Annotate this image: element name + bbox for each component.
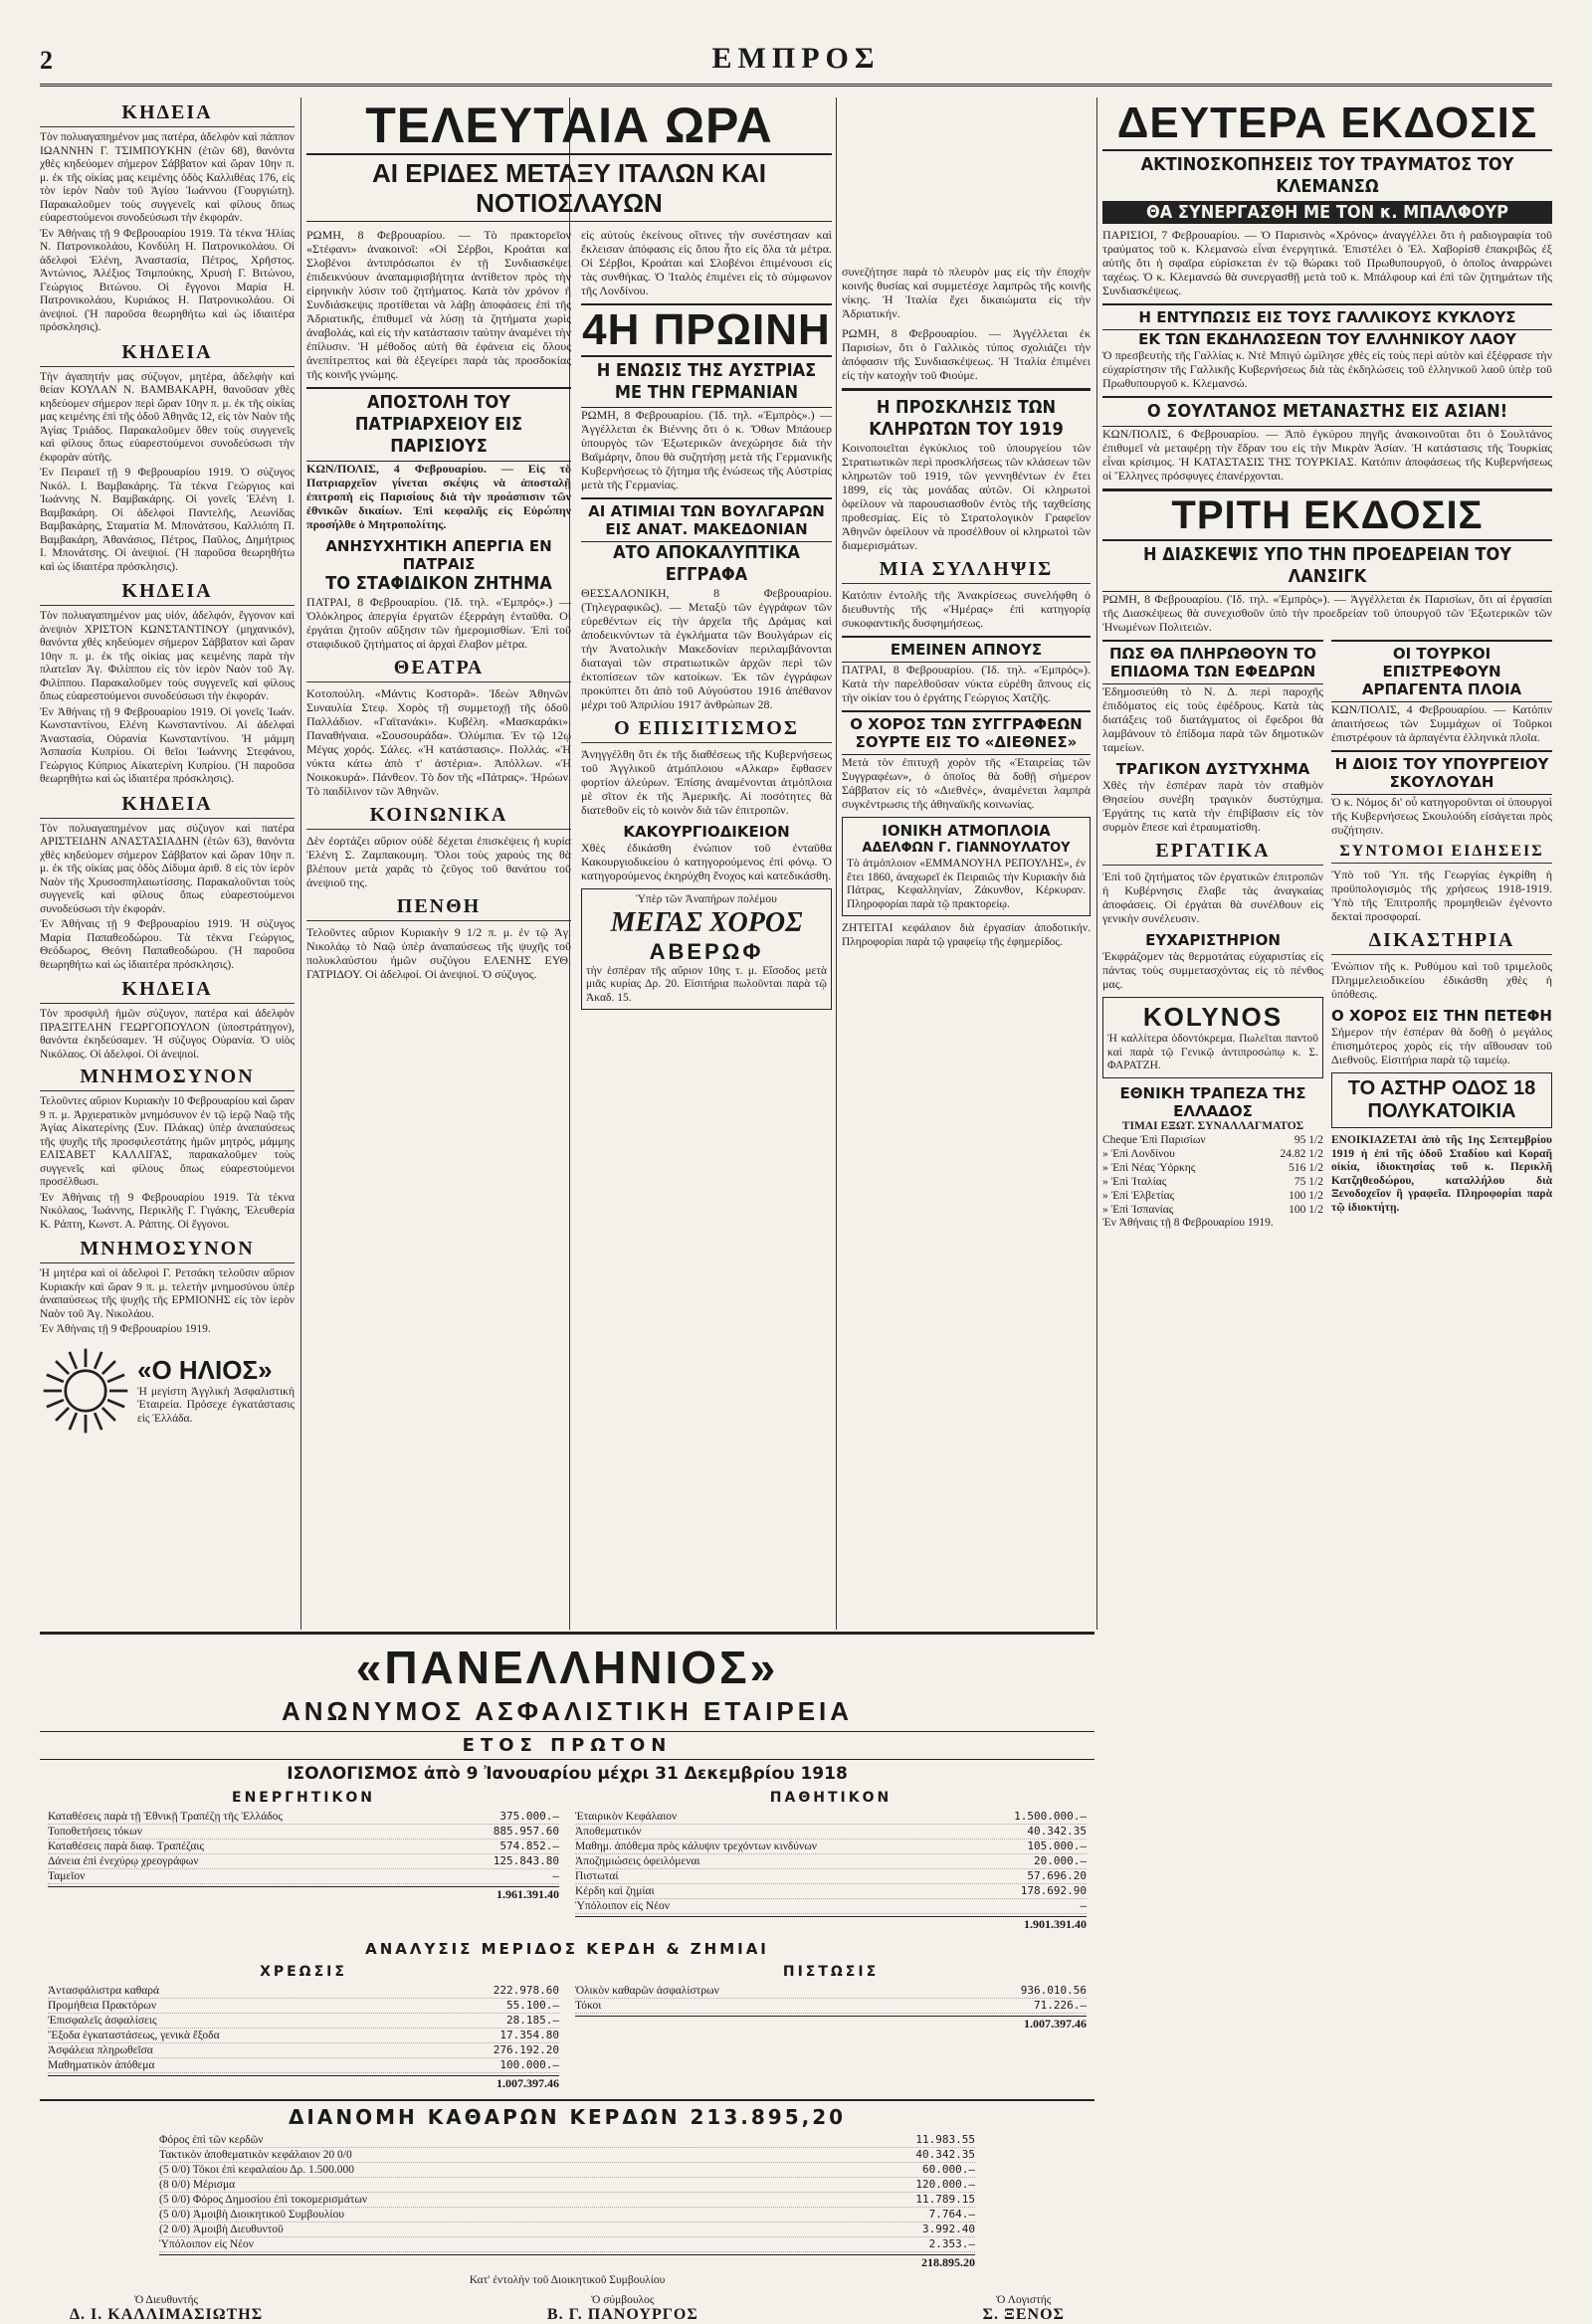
patras-head: ΑΝΗΣΥΧΗΤΙΚΗ ΑΠΕΡΓΙΑ ΕΝ ΠΑΤΡΑΙΣ bbox=[325, 537, 552, 573]
bank-rate-row bbox=[1102, 1161, 1323, 1175]
ball-title: ΜΕΓΑΣ ΧΟΡΟΣ bbox=[610, 906, 803, 938]
insurance-balance-sheet bbox=[40, 1632, 1094, 2323]
labor-head: ΕΡΓΑΤΙΚΑ bbox=[1102, 840, 1323, 866]
credit-table bbox=[575, 1984, 1087, 2014]
mourning-head: ΠΕΝΘΗ bbox=[306, 895, 571, 921]
ledger-amount: 105.000.— bbox=[1027, 1840, 1087, 1852]
ledger-label: Τοποθετήσεις τόκων bbox=[48, 1826, 142, 1838]
thanks-head: ΕΥΧΑΡΙΣΤΗΡΙΟΝ bbox=[1145, 931, 1281, 949]
bank-rate-value: 95 1/2 bbox=[1294, 1134, 1323, 1146]
ledger-amount: 276.192.20 bbox=[493, 2043, 559, 2056]
bank-rate-value: 100 1/2 bbox=[1289, 1190, 1323, 1202]
ledger-label: Καταθέσεις παρὰ διαφ. Τραπέζαις bbox=[48, 1840, 205, 1852]
ledger-amount: 2.353.— bbox=[928, 2237, 975, 2250]
bank-rate-row bbox=[1102, 1175, 1323, 1189]
italy-continued-text: εἰς αὐτοὺς ἐκείνους οἵτινες τὴν συνέστησαν καὶ ἔκλεισαν ἀπόφασις εἰς ὅπου ἦτο εἰς ὅλα τὰ μέτρα. Οἱ Σέρβοι, Κροάται καὶ Σλοβένοι ἐπιμένουσι εἰς τὰς συνθήκας. Ὁ Ἰταλὸς ἐπιμένει εἰς τὸ σύμφωνον τῆς Λονδίνου. bbox=[581, 228, 832, 297]
ledger-amount: 375.000.— bbox=[499, 1810, 559, 1823]
ledger-row bbox=[159, 2163, 975, 2178]
notice-head: ΜΝΗΜΟΣΥΝΟΝ bbox=[40, 1238, 295, 1263]
ledger-amount: 57.696.20 bbox=[1027, 1869, 1087, 1882]
insurance-year: ΕΤΟΣ ΠΡΩΤΟΝ bbox=[40, 1731, 1094, 1760]
mourning-text: Τελοῦντες αὔριον Κυριακὴν 9 1/2 π. μ. ἐν τῷ Ἁγ. Νικολάῳ τὸ Ναῷ ὑπὲρ ἀναπαύσεως τῆς ψυχῆς τοῦ πολυκλαύστου ἡμῶν συζύγου ΕΛΕΝΗΣ ΕΥΘ. ΓΑΤΡΙΔΟΥ. Οἱ ἀδελφοί. Οἱ ἀνεψιοί. Ὁ σύζυγος. bbox=[306, 925, 571, 981]
patriarch-text: ΚΩΝ/ΠΟΛΙΣ, 4 Φεβρουαρίου. — Εἰς τὸ Πατριαρχεῖον γίνεται σκέψις νὰ ἀποσταλῇ ἐπιτροπὴ εἰς Παρισίους διὰ τὴν προάσπισιν τῶν ἐθνικῶν δικαίων. Ἐπὶ κεφαλῆς εἰς Εὐρώπην προσήλθε ὁ Μητροπολίτης. bbox=[306, 462, 571, 531]
ledger-row bbox=[48, 1810, 559, 1825]
ledger-label: Ταμεῖον bbox=[48, 1870, 86, 1882]
ledger-amount: 40.342.35 bbox=[915, 2148, 975, 2161]
ledger-label: Ἀντασφάλιστρα καθαρά bbox=[48, 1985, 160, 1997]
kolynos-title: KOLYNOS bbox=[1142, 1002, 1284, 1032]
column-4 bbox=[842, 97, 1091, 1630]
italy-col4-text: συνεζήτησε παρὰ τὸ πλευρὸν μας εἰς τὴν ἐποχὴν κοινῆς θυσίας καὶ συμμετέσχε λαμπρῶς τῆς κοινῆς νίκης. Ἡ Ἰταλία ἔχει δικαιώματα εἰς τὴν Ἀδριατικήν. bbox=[842, 265, 1091, 320]
notice-body: Τὸν πολυαγαπημένον μας πατέρα, ἀδελφὸν καὶ πάππον ΙΩΑΝΝΗΝ Γ. ΤΣΙΜΠΟΥΚΗΝ (ἐτῶν 68), θανόντα χθὲς κηδεύομεν σήμερον Σάββατον καὶ ὥραν 10ην π. μ. ἐκ τῆς οἰκίας μας κειμένης ὁδὸς Καλλιθέας 176, εἰς τὸν ἱερὸν Ναὸν τοῦ Ἁγίου Ἰωάννου (Γουργιώτη). Παρακαλοῦμεν τοὺς συγγενεῖς καὶ φίλους ὅπως εὐαρεστούμενοι συνοδεύσωσι τὴν ἐκφοράν. bbox=[40, 131, 295, 224]
signature-note: Κατ' ἐντολὴν τοῦ Διοικητικοῦ Συμβουλίου bbox=[469, 2274, 666, 2286]
page-number: 2 bbox=[40, 46, 53, 75]
sultan-text: ΚΩΝ/ΠΟΛΙΣ, 6 Φεβρουαρίου. — Ἀπὸ ἐγκύρου πηγῆς ἀνακοινοῦται ὅτι ὁ Σουλτάνος ἐπιθυμεῖ νὰ μεταφέρῃ τὴν ἕδραν του εἰς τὴν Μικρὰν Ἀσίαν. Ἡ κατάστασις τῆς Τουρκίας εἶναι κρίσιμος. Ἡ ΚΑΤΑΣΤΑΣΙΣ ΤΗΣ ΤΟΥΡΚΙΑΣ. Κατόπιν ἀποφάσεως τῆς Κυβερνήσεως οἱ Ἕλληνες πρόσφυγες ἐπανέρχονται. bbox=[1102, 427, 1552, 483]
ledger-label: Ὑπόλοιπον εἰς Νέον bbox=[575, 1900, 670, 1912]
ledger-label: Ἑταιρικὸν Κεφάλαιον bbox=[575, 1811, 678, 1823]
column-rule bbox=[1096, 97, 1097, 1630]
provisioning-text: Ἀνηγγέλθη ὅτι ἐκ τῆς διαθέσεως τῆς Κυβερνήσεως τοῦ Ἀγγλικοῦ ἀτμόπλοιου «Αλκαρ» ἔφθασεν φορτίον ἀλεύρων. Ἐπίσης ἀναμένονται ἀτμόπλοια μὲ σῖτον ἐκ τῆς Ἀμερικῆς. Αἱ ποσότητες θὰ διατεθοῦν εἰς τὸ κοινὸν διὰ τῶν ἐπιτροπῶν. bbox=[581, 747, 832, 817]
provisioning-head: Ο ΕΠΙΣΙΤΙΣΜΟΣ bbox=[581, 717, 832, 743]
column-5 bbox=[1102, 97, 1552, 2216]
kolynos-ad bbox=[1102, 997, 1323, 1078]
ledger-row bbox=[575, 1999, 1087, 2014]
ledger-amount: 125.843.80 bbox=[493, 1854, 559, 1867]
ledger-row bbox=[48, 1984, 559, 1999]
liabilities-head: ΠΑΘΗΤΙΚΟΝ bbox=[769, 1790, 893, 1806]
sultan-head: Ο ΣΟΥΛΤΑΝΟΣ ΜΕΤΑΝΑΣΤΗΣ ΕΙΣ ΑΣΙΑΝ! bbox=[1102, 396, 1552, 427]
brief-head: ΣΥΝΤΟΜΟΙ ΕΙΔΗΣΕΙΣ bbox=[1331, 843, 1552, 864]
signature-name: Δ. Ι. ΚΑΛΛΙΜΑΣΙΩΤΗΣ bbox=[70, 2305, 264, 2323]
ledger-row bbox=[575, 1884, 1087, 1899]
social-head: ΚΟΙΝΩΝΙΚΑ bbox=[306, 804, 571, 830]
patras-subhead: ΤΟ ΣΤΑΦΙΔΙΚΟΝ ΖΗΤΗΜΑ bbox=[325, 573, 552, 594]
turks-head: ΟΙ ΤΟΥΡΚΟΙ ΕΠΙΣΤΡΕΦΟΥΝ ΑΡΠΑΓΕΝΤΑ ΠΛΟΙΑ bbox=[1331, 640, 1552, 702]
bank-rate-label: » Ἐπὶ Νέας Ὑόρκης bbox=[1102, 1162, 1196, 1174]
courts-text: Ἐνώπιον τῆς κ. Ρυθύμου καὶ τοῦ τριμελοῦς Πλημμελειοδικείου ἐδικάσθη χθὲς ἡ ὑπόθεσις. bbox=[1331, 959, 1552, 1001]
ledger-row bbox=[159, 2237, 975, 2252]
courts-head: ΔΙΚΑΣΤΗΡΙΑ bbox=[1331, 929, 1552, 955]
ledger-label: Πιστωταί bbox=[575, 1870, 619, 1882]
ledger-amount: 17.354.80 bbox=[499, 2029, 559, 2041]
notice-footer: Ἐν Ἀθήναις τῇ 9 Φεβρουαρίου 1919. Οἱ γονεῖς Ἰωάν. Κωνσταντίνου, Ελένη Κωνσταντίνου. Αἱ ἀδελφαὶ Ἀναστασία, Οὐρανία Κωνσταντίνου. Ἡ μάμμη Ἀσπασία Κυπρίου. Οἱ θεῖοι Ἰωάννης Στεφάνου, Γεώργιος Κύπριος Αἰκατερίνη Κυπρίου. (Ἡ παροῦσα θεωρηθήτω καὶ ὡς ἰδιαιτέρα πρόσκλησις). bbox=[40, 705, 295, 785]
clemenceau-head: ΑΚΤΙΝΟΣΚΟΠΗΣΕΙΣ ΤΟΥ ΤΡΑΥΜΑΤΟΣ ΤΟΥ ΚΛΕΜΑΝΣΩ bbox=[1102, 149, 1552, 202]
signature-block bbox=[70, 2294, 263, 2324]
ledger-label: (5 0/0) Ἀμοιβὴ Διοικητικοῦ Συμβουλίου bbox=[159, 2209, 344, 2221]
dance-text: Σήμερον τὴν ἑσπέραν θὰ δοθῇ ὁ μεγάλος ἐπισημότερος χορὸς εἰς τὴν αἴθουσαν τοῦ Διεθνοῦς. Εἰσιτήρια παρὰ τῷ ταμείῳ. bbox=[1331, 1025, 1552, 1066]
column-rule bbox=[300, 97, 301, 1630]
bank-subhead: ΤΙΜΑΙ ΕΞΩΤ. ΣΥΝΑΛΛΑΓΜΑΤΟΣ bbox=[1121, 1119, 1304, 1132]
notice-head: ΚΗΔΕΙΑ bbox=[40, 978, 295, 1004]
ledger-row bbox=[48, 2043, 559, 2058]
ledger-amount: 55.100.— bbox=[506, 1999, 559, 2012]
ledger-label: Τόκοι bbox=[575, 2000, 602, 2012]
bank-rate-value: 75 1/2 bbox=[1294, 1176, 1323, 1188]
ledger-amount: 28.185.— bbox=[506, 2014, 559, 2027]
balfour-head: ΘΑ ΣΥΝΕΡΓΑΣΘΗ ΜΕ ΤΟΝ κ. ΜΠΑΛΦΟΥΡ bbox=[1102, 202, 1552, 224]
subhead-italy-yugoslavs: ΑΙ ΕΡΙΔΕΣ ΜΕΤΑΞΥ ΙΤΑΛΩΝ ΚΑΙ ΝΟΤΙΟΣΛΑΥΩΝ bbox=[306, 153, 832, 222]
sun-ad-text bbox=[137, 1355, 295, 1427]
ledger-row bbox=[48, 2058, 559, 2073]
ledger-label: Ὑπόλοιπον εἰς Νέον bbox=[159, 2238, 254, 2250]
ledger-amount: 20.000.— bbox=[1034, 1854, 1087, 1867]
insurance-period: ΙΣΟΛΟΓΙΣΜΟΣ ἀπὸ 9 Ἰανουαρίου μέχρι 31 Δεκεμβρίου 1918 bbox=[287, 1764, 848, 1784]
ionian-ad bbox=[842, 817, 1091, 916]
signature-role: Ὁ Λογιστής bbox=[996, 2293, 1052, 2306]
ledger-label: Προμήθεια Πρακτόρων bbox=[48, 2000, 157, 2012]
austria-germany-text: ΡΩΜΗ, 8 Φεβρουαρίου. (Ἰδ. τηλ. «Ἐμπρὸς».) — Ἀγγέλλεται ἐκ Βιέννης ὅτι ὁ κ. Ὄθων Μπάουερ ὑπουργὸς τῶν Ἐξωτερικῶν ἀνεχώρησε διὰ τὴν Βαϊμάρην, ὅπου θὰ συζητήσῃ μετὰ τῆς Γερμανικῆς Κυβερνήσεως τὸ ζήτημα τῆς ἑνώσεως τῆς Αὐστρίας μετὰ τῆς Γερμανίας. bbox=[581, 408, 832, 491]
ministry-text: Ὁ κ. Νόμος δι' οὗ κατηγοροῦνται οἱ ὑπουργοὶ τῆς Κυβερνήσεως Σκουλούδη εἰσάγεται πρὸς συζήτησιν. bbox=[1331, 795, 1552, 837]
bank-rate-value: 100 1/2 bbox=[1289, 1204, 1323, 1216]
kolynos-text: Ἡ καλλίτερα ὀδοντόκρεμα. Πωλεῖται παντοῦ καὶ παρὰ τῷ Γενικῷ ἀντιπροσώπῳ κ. Σ. ΦΑΡΑΤΖΗ. bbox=[1107, 1033, 1318, 1071]
ledger-row bbox=[575, 1899, 1087, 1914]
bank-rate-row bbox=[1102, 1133, 1323, 1147]
ball-ad bbox=[581, 888, 832, 1010]
bank-head: ΕΘΝΙΚΗ ΤΡΑΠΕΖΑ ΤΗΣ ΕΛΛΑΔΟΣ bbox=[1119, 1083, 1306, 1120]
ledger-label: Ἀσφάλεια πληρωθεῖσα bbox=[48, 2044, 153, 2056]
ledger-amount: 1.500.000.— bbox=[1014, 1810, 1087, 1823]
liabilities-table bbox=[575, 1810, 1087, 1914]
ledger-row bbox=[575, 1810, 1087, 1825]
signature-block bbox=[547, 2294, 698, 2324]
notice-body: Τὸν προσφιλῆ ἡμῶν σύζυγον, πατέρα καὶ ἀδελφὸν ΠΡΑΞΙΤΕΛΗΝ ΓΕΩΡΓΟΠΟΥΛΟΝ (ὑποστράτηγον), θανόντα ἐκηδεύσαμεν. Ἡ σύζυγος Οὐρανία. Ὁ υἱὸς Νικόλαος. Οἱ ἀδελφοί. Οἱ ἀνεψιοί. bbox=[40, 1008, 295, 1061]
ledger-amount: 100.000.— bbox=[499, 2058, 559, 2071]
sun-icon bbox=[40, 1345, 131, 1437]
insurance-title: «ΠΑΝΕΛΛΗΝΙΟΣ» bbox=[355, 1642, 779, 1693]
bank-rate-value: 516 1/2 bbox=[1289, 1162, 1323, 1174]
ledger-amount: 40.342.35 bbox=[1027, 1825, 1087, 1838]
ball-intro: Ὑπὲρ τῶν Ἀναπήρων πολέμου bbox=[636, 893, 777, 905]
bank-rate-label: » Ἐπὶ Ἰταλίας bbox=[1102, 1176, 1167, 1188]
ledger-row bbox=[159, 2133, 975, 2148]
ledger-amount: 936.010.56 bbox=[1020, 1984, 1087, 1997]
french-circles-head: Η ΕΝΤΥΠΩΣΙΣ ΕΙΣ ΤΟΥΣ ΓΑΛΛΙΚΟΥΣ ΚΥΚΛΟΥΣ bbox=[1102, 303, 1552, 330]
found-dead-text: ΠΑΤΡΑΙ, 8 Φεβρουαρίου. (Ἰδ. τηλ. «Ἐμπρός»). Κατὰ τὴν παρελθοῦσαν νύκτα εὑρέθη ἄπνους εἰς τὴν οἰκίαν του ὁ ἐργάτης Γεώργιος Χατζῆς. bbox=[842, 663, 1091, 704]
ledger-amount: 7.764.— bbox=[928, 2208, 975, 2221]
french-circles-text: Ὁ πρεσβευτὴς τῆς Γαλλίας κ. Ντὲ Μπιγύ ὡμίλησε χθὲς εἰς τοὺς περὶ αὐτὸν καὶ ἐξέφρασε τὴν εὐχαρίστησιν τῆς Γαλλικῆς Κυβερνήσεως διὰ τὰς ἐκδηλώσεις τοῦ ἑλληνικοῦ λαοῦ ὑπὲρ τοῦ Πρωθυπουργοῦ κ. Κλεμανσώ. bbox=[1102, 348, 1552, 390]
distribution-table bbox=[159, 2133, 975, 2252]
accident-head: ΤΡΑΓΙΚΟΝ ΔΥΣΤΥΧΗΜΑ bbox=[1115, 760, 1310, 778]
headline-second-edition: ΔΕΥΤΕΡΑ ΕΚΔΟΣΙΣ bbox=[1116, 98, 1538, 147]
bank-rate-row bbox=[1102, 1189, 1323, 1203]
headline-third-edition: ΤΡΙΤΗ ΕΚΔΟΣΙΣ bbox=[1102, 488, 1552, 539]
signature-role: Ὁ Διευθυντής bbox=[134, 2293, 199, 2306]
ledger-label: Ἐπισφαλεῖς ἀσφαλίσεις bbox=[48, 2015, 157, 2027]
bank-rate-row bbox=[1102, 1147, 1323, 1161]
ledger-row bbox=[48, 1854, 559, 1869]
notice-body: Τὸν πολυαγαπημένον μας υἱόν, ἀδελφόν, ἔγγονον καὶ ἀνεψιὸν ΧΡΙΣΤΟΝ ΚΩΝΣΤΑΝΤΙΝΟΥ (μηχανικόν), θανόντα χθὲς κηδεύομεν σήμερον Σάββατον καὶ ὥραν 10ην π. μ. ἐκ τῆς οἰκίας μας κειμένης παρὰ τὴν πλατεῖαν Ἁγ. Φιλίππου εἰς τὸν ἱερὸν Ναὸν τοῦ Ἁγ. Φιλίππου. Παρακαλοῦμεν τοὺς συγγενεῖς καὶ φίλους ὅπως εὐαρεστούμενοι συνοδεύσωσι τὴν ἐκφοράν. bbox=[40, 610, 295, 702]
credit-head: ΠΙΣΤΩΣΙΣ bbox=[782, 1964, 880, 1980]
debit-table bbox=[48, 1984, 559, 2073]
labor-text: Ἐπὶ τοῦ ζητήματος τῶν ἐργατικῶν ἐπιτροπῶν ἡ Κυβέρνησις ἔλαβε τὰς ἀναγκαίας ἀποφάσεις. Οἱ ἐργάται θὰ συνέλθουν εἰς γενικὴν συνέλευσιν. bbox=[1102, 870, 1323, 925]
arrest-text: Κατόπιν ἐντολῆς τῆς Ἀνακρίσεως συνελήφθη ὁ διευθυντὴς τῆς «Ἡμέρας» ἐπὶ κατηγορίᾳ συκοφαντικῆς δυσφημήσεως. bbox=[842, 588, 1091, 630]
ledger-row bbox=[575, 1984, 1087, 1999]
divider bbox=[842, 388, 1091, 391]
pl-head: ΑΝΑΛΥΣΙΣ ΜΕΡΙΔΟΣ ΚΕΡΔΗ & ΖΗΜΙΑΙ bbox=[365, 1940, 769, 1958]
notice-footer: Ἐν Πειραιεῖ τῇ 9 Φεβρουαρίου 1919. Ὁ σύζυγος Νικόλ. Ι. Βαμβακάρης. Τὰ τέκνα Γεώργιος καὶ Ἰωάννης Ν. Βαμβακάρης. Οἱ γονεῖς Ἑλένη Ι. Βαμβακάρη. Οἱ ἀδελφοὶ Παντελῆς, Λεωνίδας Βαμβακάρης, Σταματία Μ. Μπονάτσου, Καλλιόπη Π. Βαμβακάρη, Ἀθανάσιος, Πέτρος, Παῦλος, Δημήτριος Ι. Μπονάτσης. Οἱ ἀνεψιοί. (Ἡ παροῦσα θεωρηθήτω καὶ ὡς ἰδιαιτέρα πρόσκλησις). bbox=[40, 467, 295, 573]
sun-insurance-ad bbox=[40, 1345, 295, 1437]
bank-rate-label: » Ἐπὶ Ἐλβετίας bbox=[1102, 1190, 1175, 1202]
ledger-row bbox=[159, 2193, 975, 2208]
ledger-row bbox=[575, 1840, 1087, 1854]
sun-ad-lines: Ἡ μεγίστη Ἀγγλικὴ Ἀσφαλιστικὴ Ἑταιρεία. Πρόσεχε ἐγκατάστασις εἰς Ἑλλάδα. bbox=[137, 1385, 295, 1425]
notice-footer: Ἐν Ἀθήναις τῇ 9 Φεβρουαρίου 1919. Τὰ τέκνα Ἠλίας Ν. Πατρονικολάου, Κονδύλη Η. Πατρονικολάου. Οἱ ἀδελφοὶ Ἑλένη, Ἀναστασία, Πέτρος, Χρῆστος. Ἀντώνιος, Ἀλέξιος Τσιμπούκης, Χρυσὴ Γ. Βιτώνου, Γεώργιος Βιτώνου. Οἱ ἔγγονοι Μαρία Η. Πατρονικολάου, Κυριάκος Η. Πατρονικολάου. Οἱ ἀνεψιοί. (Ἡ παροῦσα θεωρηθήτω καὶ ὡς ἰδιαιτέρα πρόσκλησις). bbox=[40, 227, 295, 333]
notice-head: ΚΗΔΕΙΑ bbox=[40, 793, 295, 819]
arrest-head: ΜΙΑ ΣΥΛΛΗΨΙΣ bbox=[842, 558, 1091, 584]
assets-total: 1.961.391.40 bbox=[48, 1886, 559, 1902]
ledger-amount: 178.692.90 bbox=[1020, 1884, 1087, 1897]
ledger-label: Μαθηματικὸν ἀπόθεμα bbox=[48, 2059, 155, 2071]
ledger-row bbox=[159, 2178, 975, 2193]
bank-rates-table bbox=[1102, 1133, 1323, 1217]
ledger-label: Ἀποζημιώσεις ὀφειλόμεναι bbox=[575, 1855, 700, 1867]
signature-name: Σ. ΞΕΝΟΣ bbox=[982, 2305, 1065, 2323]
ledger-amount: 71.226.— bbox=[1034, 1999, 1087, 2012]
notice-footer: Ἐν Ἀθήναις τῇ 9 Φεβρουαρίου 1919. bbox=[40, 1323, 211, 1335]
paper-name: ΕΜΠΡΟΣ bbox=[711, 42, 881, 75]
ledger-label: Ὁλικὸν καθαρῶν ἀσφαλίστρων bbox=[575, 1985, 719, 1997]
ministry-head: Η ΔΙΟΙΣ ΤΟΥ ΥΠΟΥΡΓΕΙΟΥ ΣΚΟΥΛΟΥΔΗ bbox=[1331, 750, 1552, 795]
sun-ad-title: «Ο ΗΛΙΟΣ» bbox=[137, 1354, 273, 1385]
ionian-text: Τὸ ἀτμόπλοιον «ΕΜΜΑΝΟΥΗΛ ΡΕΠΟΥΛΗΣ», ἐν ἔτει 1860, ἀναχωρεῖ ἐκ Πειραιῶς τὴν Κυριακὴν διὰ Πάτρας, Κεφαλληνίαν, Ζάκυνθον, Κέρκυραν. Πληροφορίαι παρὰ τῷ πρακτορείῳ. bbox=[847, 858, 1086, 910]
ledger-label: Τακτικὸν ἀποθεματικὸν κεφάλαιον 20 0/0 bbox=[159, 2149, 352, 2161]
ledger-row bbox=[48, 2014, 559, 2029]
ledger-label: Φόρος ἐπὶ τῶν κερδῶν bbox=[159, 2134, 264, 2146]
lead-article-text: ΡΩΜΗ, 8 Φεβρουαρίου. — Τὸ πρακτορεῖον «Στέφανι» ἀνακοινοῖ: «Οἱ Σέρβοι, Κροάται καὶ Σλοβένοι ἀντιπρόσωποι ἐν τῇ Συνδιασκέψει ἐπιδεικνύουν ἀναπαμφισβήτητα ἀντίθετον πρὸς τὴν εἰρηνικὴν λύσιν τοῦ ζητήματος. Κατὰ τὸν χρόνον ἡ Συνδιάσκεψις προτίθεται νὰ λάβῃ ἀποφάσεις ἐπὶ τῆς Ἀδριατικῆς, ἐπιθυμεῖ νὰ λύσῃ τὰ ζητήματα χωρὶς ἀναβολάς, καὶ εἰς τὴν κατάστασιν ταύτην ἀναμένει τὴν ἐπίλυσιν. Ἡ μέθοδος αὐτὴ θὰ ἐφάνεια εἰς ὅλους ἀνεπίτρεπτος καὶ θὰ ἐξεγείρει παρὰ τὰς προσδοκίας τῆς κοινῆς γνώμης. bbox=[306, 228, 571, 381]
ledger-label: (5 0/0) Φόρος Δημοσίου ἐπὶ τοκομερισμάτων bbox=[159, 2194, 368, 2206]
ledger-row bbox=[48, 1999, 559, 2014]
lottery-head: Η ΠΡΟΣΚΛΗΣΙΣ ΤΩΝ ΚΛΗΡΩΤΩΝ ΤΟΥ 1919 bbox=[869, 397, 1064, 440]
lansing-text: ΡΩΜΗ, 8 Φεβρουαρίου. (Ἰδ. τηλ. «Ἐμπρὸς»). — Ἀγγέλλεται ἐκ Παρισίων, ὅτι αἱ ἐργασίαι τῆς Διασκέψεως θὰ συνεχισθοῦν ὑπὸ τὴν προεδρείαν τοῦ ὑπουργοῦ τῶν Ἐξωτερικῶν τῶν Ἡνωμένων Πολιτειῶν. bbox=[1102, 592, 1552, 634]
signature-name: Β. Γ. ΠΑΝΟΥΡΓΟΣ bbox=[546, 2305, 698, 2323]
insurance-subtitle: ΑΝΩΝΥΜΟΣ ΑΣΦΑΛΙΣΤΙΚΗ ΕΤΑΙΡΕΙΑ bbox=[281, 1696, 854, 1726]
ledger-label: Δάνεια ἐπὶ ἐνεχύρῳ χρεογράφων bbox=[48, 1855, 199, 1867]
ledger-amount: 11.789.15 bbox=[915, 2193, 975, 2206]
ledger-row bbox=[575, 1825, 1087, 1840]
social-text: Δὲν ἐορτάζει αὔριον οὐδὲ δέχεται ἐπισκέψεις ἡ κυρία Ἑλένη Σ. Ζαμπακουμη. Ὅλοι τοὺς χαρούς της θὰ βλέπουν μετὰ χαρᾶς τὸ ζεῦγος τοῦ θανάτου τοῦ ἀνεψιοῦ της. bbox=[306, 834, 571, 889]
notice-footer: Ἐν Ἀθήναις τῇ 9 Φεβρουαρίου 1919. Ἡ σύζυγος Μαρία Παπαθεοδώρου. Τὰ τέκνα Γεώργιος, Θεόδωρος, Θεόνη Παπαθεοδώρου. (Ἡ παροῦσα θεωρηθήτω καὶ ὡς ἰδιαιτέρα πρόσκλησις). bbox=[40, 918, 295, 971]
notice-body: Τὴν ἀγαπητήν μας σύζυγον, μητέρα, ἀδελφὴν καὶ θείαν ΚΟΥΛΑΝ Ν. ΒΑΜΒΑΚΑΡΗ, θανοῦσαν χθὲς κηδεύομεν σήμερον περὶ ὥραν 10ην π. μ. ἐκ τῆς οἰκίας μας κειμένης ἐπὶ τῆς ὁδοῦ Ἀθηνᾶς 12, εἰς τὸν Ναὸν τῆς Ἁγίας Τριάδος. Παρακαλοῦμεν ὅθεν τοὺς συγγενεῖς καὶ φίλους ὅπως εὐαρεστούμενοι συνοδεύσωσι τὴν ἐκφορὰν αὐτῆς. bbox=[40, 370, 296, 464]
signatures bbox=[40, 2288, 1094, 2324]
ball-text: τὴν ἑσπέραν τῆς αὔριον 10ης τ. μ. Εἴσοδος μετὰ μιᾶς κυρίας Δρ. 20. Εἰσιτήρια πωλοῦνται παρὰ τῷ Ἀκαδ. 15. bbox=[586, 964, 827, 1004]
signature-block bbox=[983, 2294, 1065, 2324]
assets-table bbox=[48, 1810, 559, 1884]
bulgar-head: ΑΙ ΑΤΙΜΙΑΙ ΤΩΝ ΒΟΥΛΓΑΡΩΝ ΕΙΣ ΑΝΑΤ. ΜΑΚΕΔΟΝΙΑΝ bbox=[581, 497, 832, 542]
debit-head: ΧΡΕΩΣΙΣ bbox=[260, 1964, 347, 1980]
ledger-label: (5 0/0) Τόκοι ἐπὶ κεφαλαίου Δρ. 1.500.000 bbox=[159, 2164, 355, 2176]
writers-ball-text: Μετὰ τὸν ἐπιτυχῆ χορὸν τῆς «Ἑταιρείας τῶν Συγγραφέων», ὁ ὁποῖος θὰ δοθῇ σήμερον Σάββατον εἰς τὸ «Διεθνὲς», ἀναμένεται λαμπρὰ συγκέντρωσις τῆς ἀθηναϊκῆς κοινωνίας. bbox=[842, 755, 1091, 811]
rome-report-text: ΡΩΜΗ, 8 Φεβρουαρίου. — Ἀγγέλλεται ἐκ Παρισίων, ὅτι ὁ Γαλλικὸς τύπος σχολιάζει τὴν ἀπόφασιν τῆς Συνδιασκέψεως. Ἡ Ἰταλία ἐπιμένει εἰς τὴν κατοχὴν τοῦ Φιούμε. bbox=[842, 326, 1091, 382]
court-head: ΚΑΚΟΥΡΓΙΟΔΙΚΕΙΟΝ bbox=[623, 823, 790, 841]
ledger-row bbox=[48, 1825, 559, 1840]
ball-venue: ΑΒΕΡΩΦ bbox=[649, 938, 764, 964]
lansing-head: Η ΔΙΑΣΚΕΨΙΣ ΥΠΟ ΤΗΝ ΠΡΟΕΔΡΕΙΑΝ ΤΟΥ ΛΑΝΣΙΓΚ bbox=[1102, 539, 1552, 592]
clemenceau-text: ΠΑΡΙΣΙΟΙ, 7 Φεβρουαρίου. — Ὁ Παρισινὸς «Χρόνος» ἀναγγέλλει ὅτι ἡ ραδιογραφία τοῦ τραύματος τοῦ κ. Κλεμανσὼ εἶναι ἐνεργητικά. Ἐπιστέλει ὁ Ἐλ. Χαβορίσθ ἐπακριβῶς ἐξ αὐτῆς ὅτι ἡ σφαῖρα εὑρίσκεται ἐν τῷ θώρακι τοῦ Πρωθυπουργοῦ, ὁ ὁποῖος ἀναρρώνει ταχέως. Ὁ κ. Κλεμανσὼ θὰ συνεργασθῇ μετὰ τοῦ κ. Μπάλφουρ καὶ ἐπὶ τῶν ζητημάτων τῆς Συνδιασκέψεως. bbox=[1102, 228, 1552, 297]
ledger-row bbox=[159, 2208, 975, 2223]
ledger-row bbox=[48, 2029, 559, 2043]
notice-head: ΜΝΗΜΟΣΥΝΟΝ bbox=[40, 1065, 295, 1091]
ledger-row bbox=[575, 1854, 1087, 1869]
notice-footer: Ἐν Ἀθήναις τῇ 9 Φεβρουαρίου 1919. Τὰ τέκνα Νικόλαος, Ἰωάννης, Περικλῆς Γ. Γιγάκης, Ἐλευθερία Κ. Ράπτη, Κωνστ. Α. Ράπτης. Οἱ ἔγγονοι. bbox=[40, 1191, 295, 1231]
bulgar-text: ΘΕΣΣΑΛΟΝΙΚΗ, 8 Φεβρουαρίου. (Τηλεγραφικῶς). — Μεταξὺ τῶν ἐγγράφων τῶν εὑρεθέντων εἰς τὴν ἀρχεῖα τῆς Δράμας καὶ ἀποδεικνύντων τὰ ἐγκλήματα τῶν Βουλγάρων εἰς τὴν Ἀνατολικὴν Μακεδονίαν περιλαμβάνονται διαταγαὶ τῶν στρατιωτικῶν ἀρχῶν περὶ τῶν ἐκτοπίσεων τῶν κατοίκων. Ἐκ τῶν ἐγγράφων προκύπτει ὅτι ἀπὸ τοῦ Αὐγούστου 1916 ἀπέθανον μέχρι τοῦ Ἀπριλίου 1917 ἀνθρώπων 28. bbox=[581, 586, 832, 711]
bank-rate-value: 24.82 1/2 bbox=[1280, 1148, 1323, 1160]
ledger-label: Μαθημ. ἀπόθεμα πρὸς κάλυψιν τρεχόντων κινδύνων bbox=[575, 1840, 817, 1852]
ledger-label: Καταθέσεις παρὰ τῇ Ἐθνικῇ Τραπέζῃ τῆς Ἑλλάδος bbox=[48, 1811, 283, 1823]
bulgar-subhead: ΑΤΟ ΑΠΟΚΑΛΥΠΤΙΚΑ ΕΓΓΡΑΦΑ bbox=[613, 542, 800, 585]
ledger-amount: 3.992.40 bbox=[922, 2223, 975, 2235]
french-circles-subhead: ΕΚ ΤΩΝ ΕΚΔΗΛΩΣΕΩΝ ΤΟΥ ΕΛΛΗΝΙΚΟΥ ΛΑΟΥ bbox=[1138, 330, 1516, 348]
turks-text: ΚΩΝ/ΠΟΛΙΣ, 4 Φεβρουαρίου. — Κατόπιν ἀπαιτήσεως τῶν Συμμάχων οἱ Τοῦρκοι ἐπιστρέφουν τὰ ἀρπαγέντα ἑλληνικὰ πλοῖα. bbox=[1331, 702, 1552, 744]
ledger-row bbox=[575, 1869, 1087, 1884]
patriarch-head: ΑΠΟΣΤΟΛΗ ΤΟΥ ΠΑΤΡΙΑΡΧΕΙΟΥ ΕΙΣ ΠΑΡΙΣΙΟΥΣ bbox=[306, 387, 571, 462]
ledger-amount: 120.000.— bbox=[915, 2178, 975, 2191]
notice-head: ΚΗΔΕΙΑ bbox=[40, 341, 295, 367]
ledger-amount: 574.852.— bbox=[499, 1840, 559, 1852]
notice-body: Τελοῦντες αὔριον Κυριακὴν 10 Φεβρουαρίου καὶ ὥραν 9 π. μ. Ἀρχιερατικὸν μνημόσυνον ἐν τῷ ἱερῷ Ναῷ τῆς Ἁγίας Αἰκατερίνης (Συν. Πλάκας) ὑπὲρ ἀναπαύσεως τῆς ψυχῆς τῆς προσφιλεστάτης ἡμῶν μητρός, μάμμης ΕΛΙΣΑΒΕΤ ΚΑΛΛΙΓΑΣ, παρακαλοῦμεν τοὺς συγγενεῖς καὶ φίλους ὅπως εὐαρεστούμενοι προσέλθωσι. bbox=[40, 1095, 295, 1188]
found-dead-head: ΕΜΕΙΝΕΝ ΑΠΝΟΥΣ bbox=[842, 636, 1091, 663]
credit-total: 1.007.397.46 bbox=[575, 2016, 1087, 2032]
masthead-rule bbox=[40, 84, 1552, 87]
dance-head: Ο ΧΟΡΟΣ ΕΙΣ ΤΗΝ ΠΕΤΕΦΗ bbox=[1331, 1007, 1552, 1025]
ledger-amount: 60.000.— bbox=[922, 2163, 975, 2176]
headline-4am: 4Η ΠΡΩΙΝΗ bbox=[582, 305, 831, 354]
ledger-amount: 885.957.60 bbox=[493, 1825, 559, 1838]
ledger-label: (2 0/0) Ἀμοιβὴ Διευθυντοῦ bbox=[159, 2224, 284, 2235]
distribution-total: 218.895.20 bbox=[159, 2254, 975, 2270]
column-2 bbox=[306, 97, 832, 1630]
signature-role: Ὁ σύμβουλος bbox=[591, 2293, 655, 2306]
notice-head: ΚΗΔΕΙΑ bbox=[40, 580, 295, 606]
ledger-amount: — bbox=[552, 1869, 559, 1882]
accident-text: Χθὲς τὴν ἑσπέραν παρὰ τὸν σταθμὸν Θησείου συνέβη τραγικὸν δυστύχημα. Ἐργάτης τις κατὰ τὴν ἐπιβίβασιν εἰς τὸν συρμὸν ἔπεσε καὶ ἐτραυματίσθη. bbox=[1102, 778, 1323, 834]
austria-germany-head: Η ΕΝΩΣΙΣ ΤΗΣ ΑΥΣΤΡΙΑΣ ΜΕ ΤΗΝ ΓΕΡΜΑΝΙΑΝ bbox=[581, 355, 832, 408]
bank-footer: Ἐν Ἀθήναις τῇ 8 Φεβρουαρίου 1919. bbox=[1102, 1217, 1274, 1229]
theatre-text: Κοτοπούλη. «Μάντις Κοστορᾶ». Ἰδεὼν Ἀθηνῶν. Συναυλία Στεφ. Χορὸς τῇ συμμετοχῇ τῆς ὁδοῦ. Παλλάδιον. «Γαϊτανάκι». Κυβέλη. «Μασκαράκι». Παναθήναια. «Σουσουράδα». Ὀλύμπια. Ἐν τῷ 12ῳ Μέγας χορός. Σάλες. «Ἡ κατάστασις». Πολλάς. «Ἡ νύκτα κάτω ἀπὸ τ' ἀστέρια». Ἀπόλλων. «Ἡ Νοικοκυρά». Πάνθεον. Τὸ δον τῆς «Πάτρας». Ἡρώων. Τὸ παιδίλινον τῶν Ἀθηνῶν. bbox=[306, 686, 571, 798]
aster-text: ΤΟ ΑΣΤΗΡ ΟΔΟΣ 18 ΠΟΛΥΚΑΤΟΙΚΙΑ bbox=[1347, 1077, 1536, 1122]
headline-last-hour: ΤΕΛΕΥΤΑΙΑ ΩΡΑ bbox=[365, 97, 773, 153]
lottery-text: Κοινοποιεῖται ἐγκύκλιος τοῦ ὑπουργείου τῶν Στρατιωτικῶν περὶ προσκλήσεως τῶν κλάσεων τῶν κληρωτῶν τοῦ 1919, τῶν γεννηθέντων ἐν ἔτει 1899, εἰς τὰς μονάδας αὐτῶν. Οἱ κληρωτοὶ ὀφείλουν νὰ παρουσιασθοῦν ἐντὸς τῆς ταχθείσης προθεσμίας. Εἰς τὸ Στρατολογικὸν Γραφεῖον Ἀθηνῶν ὀφείλουν νὰ προσέλθουν οἱ κληρωτοὶ τῶν διαμερισμάτων. bbox=[842, 441, 1091, 552]
ledger-amount: — bbox=[1080, 1899, 1087, 1912]
assets-head: ΕΝΕΡΓΗΤΙΚΟΝ bbox=[232, 1790, 375, 1806]
theatre-head: ΘΕΑΤΡΑ bbox=[306, 657, 571, 682]
ionian-head: ΙΟΝΙΚΗ ΑΤΜΟΠΛΟΙΑ bbox=[882, 822, 1051, 840]
ledger-label: Κέρδη καὶ ζημίαι bbox=[575, 1885, 655, 1897]
patras-text: ΠΑΤΡΑΙ, 8 Φεβρουαρίου. (Ἰδ. τηλ. «Ἐμπρός».) — Ὁλόκληρος ἀπεργία ἐργατῶν ἐξερράγη ἐνταῦθα. Οἱ ἐργάται ζητοῦν αὔξησιν τῶν ἡμερομισθίων. Ἐπὶ τοῦ σταφιδικοῦ ζητήματος αἱ ἀρχαὶ ἔλαβον μέτρα. bbox=[306, 595, 571, 651]
ledger-row bbox=[48, 1840, 559, 1854]
bank-rate-label: Cheque Ἐπὶ Παρισίων bbox=[1102, 1134, 1206, 1146]
column-rule bbox=[836, 97, 837, 1630]
ionian-subhead: ΑΔΕΛΦΩΝ Γ. ΓΙΑΝΝΟΥΛΑΤΟΥ bbox=[862, 841, 1071, 856]
court-text: Χθὲς ἐδικάσθη ἐνώπιον τοῦ ἐνταῦθα Κακουργιοδικείου ὁ κατηγορούμενος ἐπὶ φόνῳ. Ὁ κατηγορούμενος ἐκηρύχθη ἔνοχος καὶ κατεδικάσθη. bbox=[581, 841, 832, 882]
writers-ball-head: Ο ΧΟΡΟΣ ΤΩΝ ΣΥΓΓΡΑΦΕΩΝ ΣΟΥΡΤΕ ΕΙΣ ΤΟ «ΔΙΕΘΝΕΣ» bbox=[842, 710, 1091, 755]
ledger-row bbox=[159, 2223, 975, 2237]
brief-text: Ὑπὸ τοῦ Ὑπ. τῆς Γεωργίας ἐγκρίθη ἡ προϋπολογισμὸς τῆς χρήσεως 1918-1919. Ὑπὸ τῆς Ἐπιτροπῆς προμηθειῶν ἐγένοντο δεκταὶ προσφοραί. bbox=[1331, 868, 1552, 923]
ledger-label: Ἔξοδα ἐγκαταστάσεως, γενικὰ ἔξοδα bbox=[48, 2030, 220, 2041]
ledger-row bbox=[48, 1869, 559, 1884]
ledger-amount: 222.978.60 bbox=[493, 1984, 559, 1997]
aster-ad bbox=[1331, 1072, 1552, 1128]
notice-head: ΚΗΔΕΙΑ bbox=[40, 101, 295, 127]
wanted-ad: ΖΗΤΕΙΤΑΙ κεφάλαιον διὰ ἐργασίαν ἀποδοτικήν. Πληροφορίαι παρὰ τῷ γραφείῳ τῆς ἐφημερίδος. bbox=[842, 922, 1091, 948]
thanks-text: Ἐκφράζομεν τὰς θερμοτάτας εὐχαριστίας εἰς πάντας τοὺς συμμετασχόντας εἰς τὸ πένθος μας. bbox=[1102, 949, 1323, 991]
bank-rate-label: » Ἐπὶ Ἰσπανίας bbox=[1102, 1204, 1174, 1216]
rent-ad: ΕΝΟΙΚΙΑΖΕΤΑΙ ἀπὸ τῆς 1ης Σεπτεμβρίου 1919 ἡ ἐπὶ τῆς ὁδοῦ Σταδίου καὶ Κοραῆ οἰκία, ἰδιοκτησίας τοῦ κ. Περικλῆ Κατζηθεοδώρου, καταλλήλου διὰ Ξενοδοχεῖον ἢ γραφεῖα. Πληροφορίαι παρὰ τῷ ἰδιοκτήτῃ. bbox=[1331, 1134, 1552, 1214]
newspaper-page bbox=[40, 40, 1552, 2323]
ledger-row bbox=[159, 2148, 975, 2163]
column-1 bbox=[40, 97, 295, 1630]
ledger-label: (8 0/0) Μέρισμα bbox=[159, 2179, 236, 2191]
liabilities-total: 1.901.391.40 bbox=[575, 1916, 1087, 1932]
bank-rate-row bbox=[1102, 1203, 1323, 1217]
notice-body: Ἡ μητέρα καὶ οἱ ἀδελφοὶ Γ. Ρετσάκη τελοῦσιν αὔριον Κυριακὴν καὶ ὥραν 9 π. μ. τελετὴν μνημοσύνου ὑπὲρ ἀναπαύσεως τῆς ψυχῆς τῆς ΕΡΜΙΟΝΗΣ εἰς τὸν ἱερὸν Ναὸν τοῦ Ἁγ. Νικολάου. bbox=[40, 1267, 295, 1320]
debit-total: 1.007.397.46 bbox=[48, 2075, 559, 2091]
notice-body: Τὸν πολυαγαπημένον μας σύζυγον καὶ πατέρα ΑΡΙΣΤΕΙΔΗΝ ΑΝΑΣΤΑΣΙΑΔΗΝ (ἐτῶν 63), θανόντα χθὲς κηδεύομεν σήμερον Σάββατον καὶ ὥραν 10ην π. μ. ἐκ τῆς οἰκίας μας ὁδὸς Δίδυμα ἀριθ. 8 εἰς τὸν ἱερὸν Ναὸν τῆς Χρυσοσπηλαιωτίσσης. Παρακαλοῦνται τοὺς συγγενεῖς καὶ φίλους ὅπως εὐαρεστούμενοι συνοδεύσωσι τὴν ἐκφοράν. bbox=[40, 822, 295, 915]
bank-rate-label: » Ἐπὶ Λονδίνου bbox=[1102, 1148, 1175, 1160]
ledger-label: Ἀποθεματικόν bbox=[575, 1826, 642, 1838]
ledger-amount: 11.983.55 bbox=[915, 2133, 975, 2146]
ephor-text: Ἐδημοσιεύθη τὸ Ν. Δ. περὶ παροχῆς ἐπιδόματος εἰς τοὺς ἐφέδρους. Κατὰ τὰς διατάξεις τοῦ διατάγματος οἱ ἔφεδροι θὰ λαμβάνουν τὸ ἐπίδομα παρὰ τῶν δημοτικῶν ταμείων. bbox=[1102, 684, 1323, 754]
ephor-head: ΠΩΣ ΘΑ ΠΛΗΡΩΘΟΥΝ ΤΟ ΕΠΙΔΟΜΑ ΤΩΝ ΕΦΕΔΡΩΝ bbox=[1102, 640, 1323, 684]
distribution-head: ΔΙΑΝΟΜΗ ΚΑΘΑΡΩΝ ΚΕΡΔΩΝ 213.895,20 bbox=[40, 2099, 1094, 2129]
